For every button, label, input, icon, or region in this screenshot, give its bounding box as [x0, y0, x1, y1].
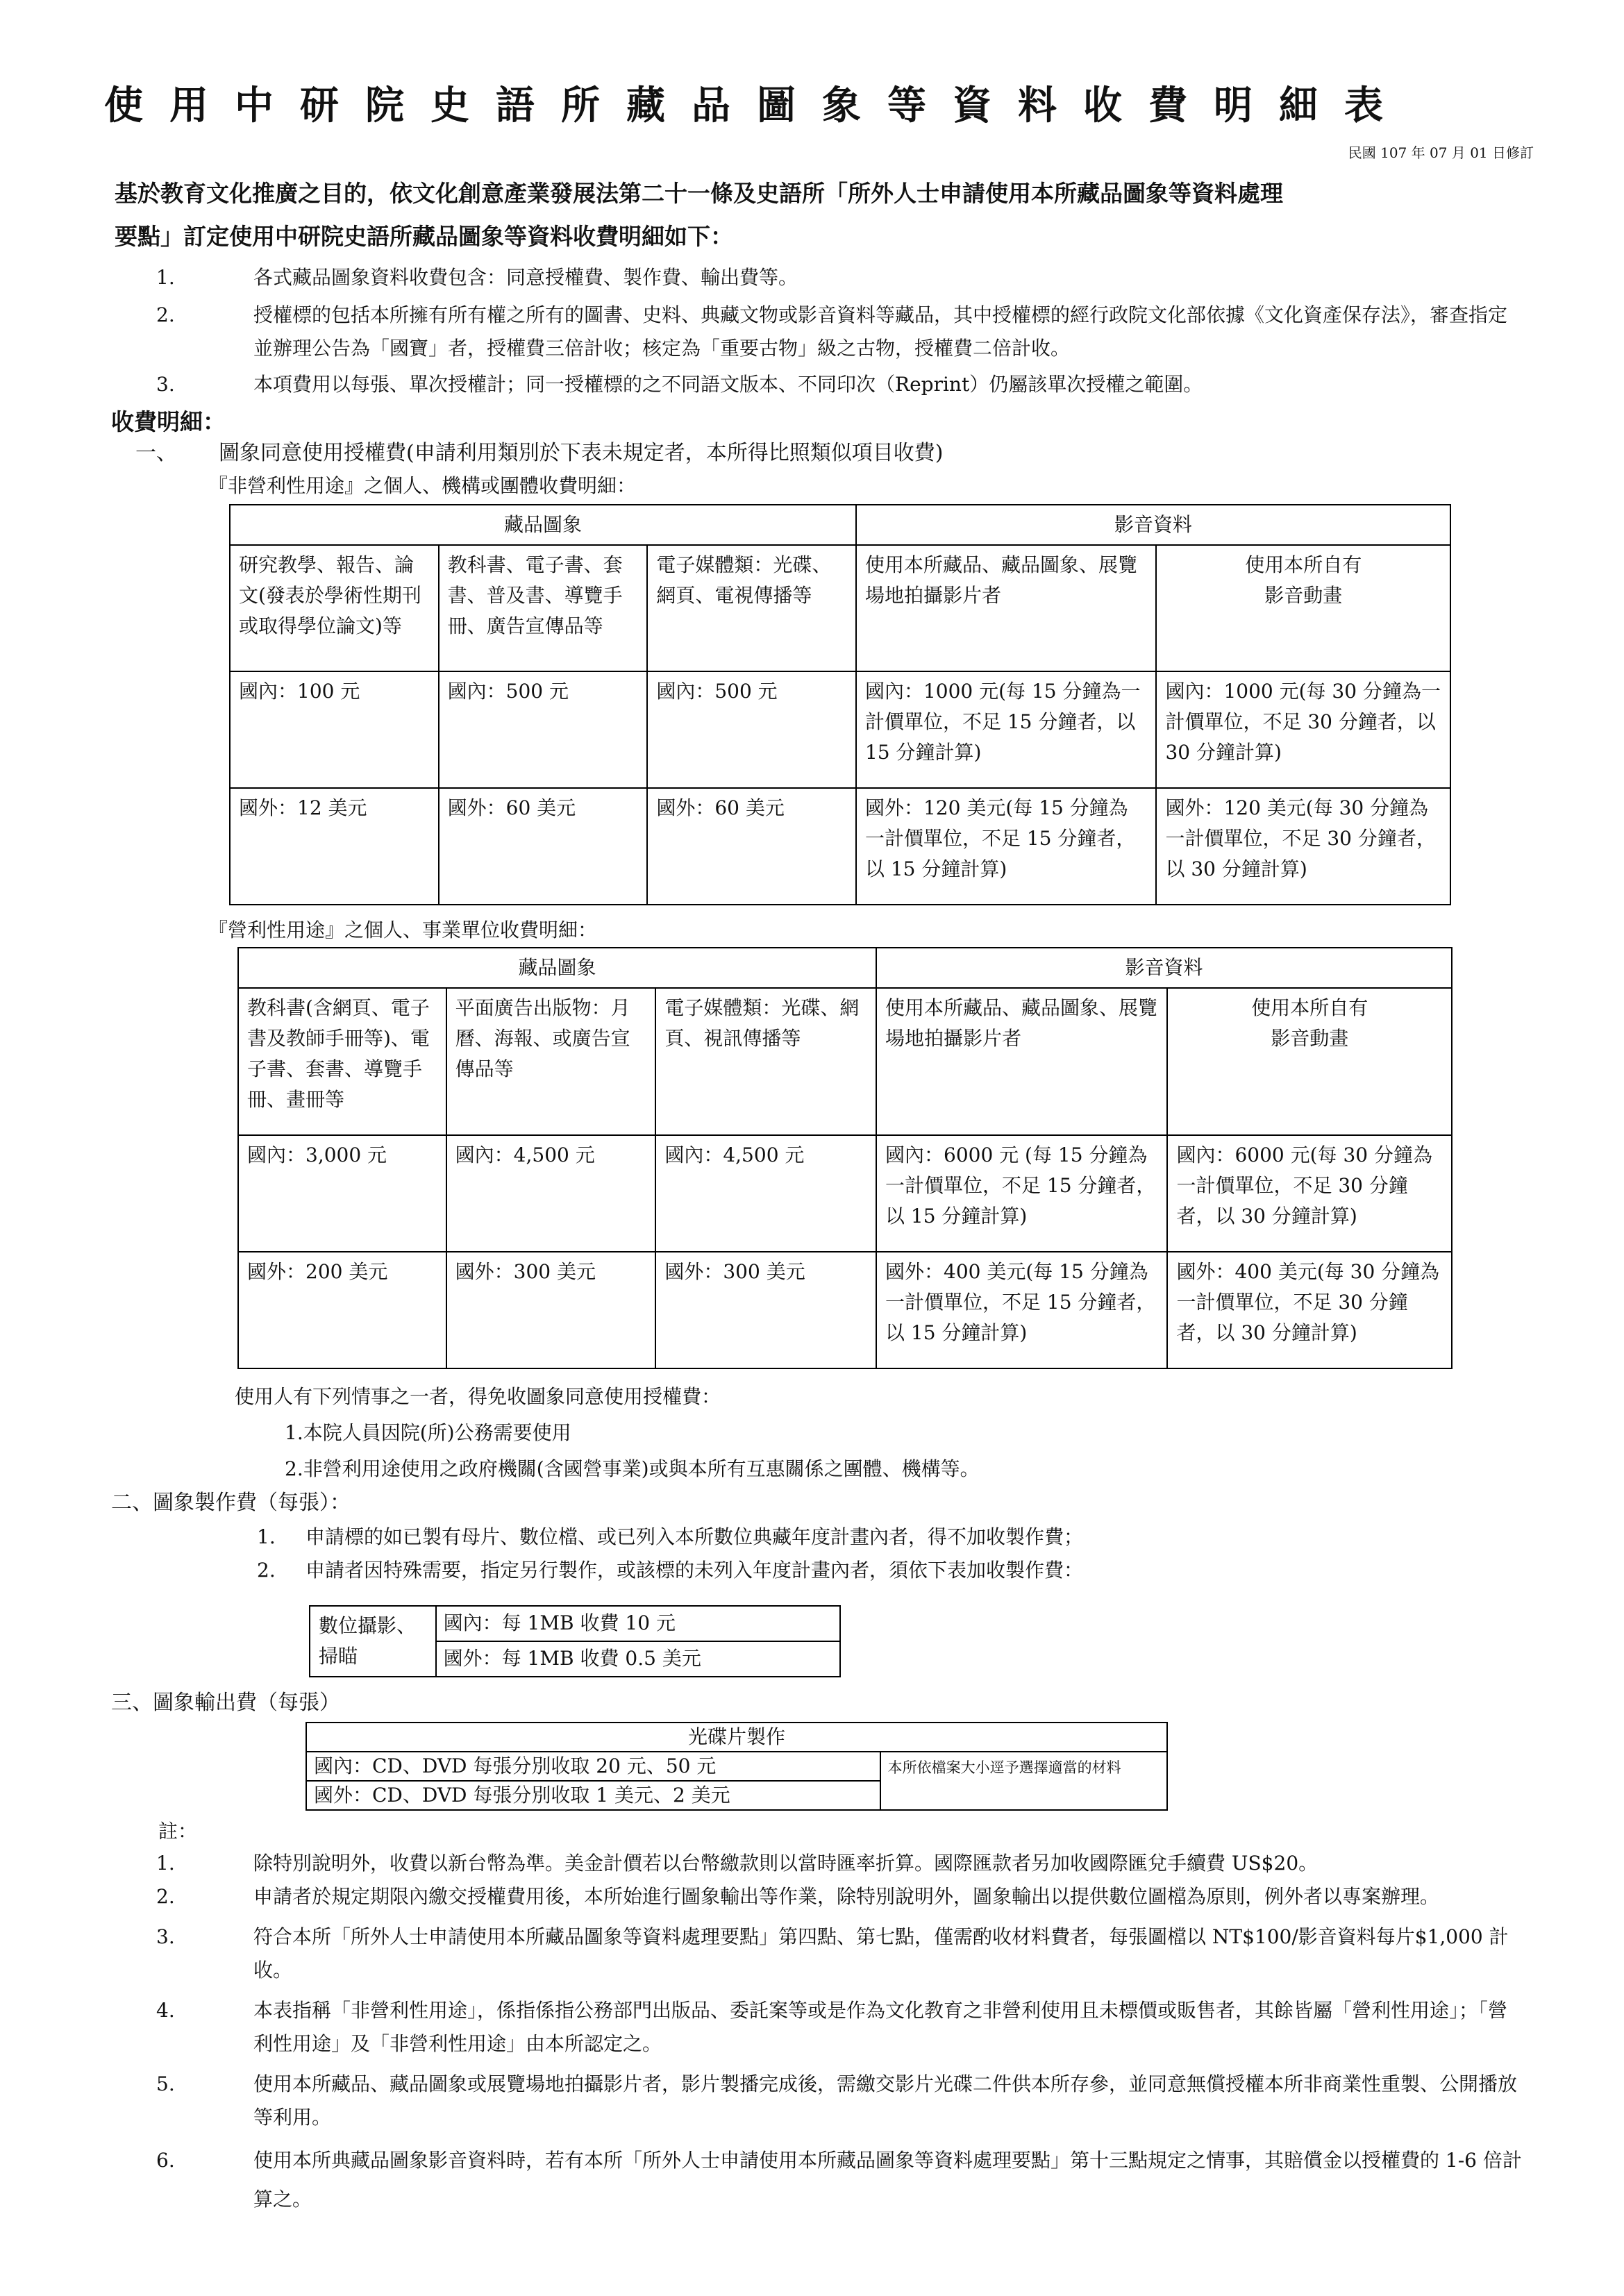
profit-fee-table — [237, 947, 1453, 1369]
domestic-fee-cell: 國內：6000 元(每 30 分鐘為一計價單位，不足 30 分鐘者，以 30 分鐘計算) — [1167, 1135, 1452, 1252]
output-note: 本所依檔案大小逕予選擇適當的材料 — [880, 1752, 1167, 1810]
column-header: 電子媒體類：光碟、網頁、視訊傳播等 — [655, 988, 876, 1135]
exemption-item: 2.非營利用途使用之政府機關(含國營事業)或與本所有互惠關係之團體、機構等。 — [285, 1457, 980, 1480]
note-item: 2. 申請者於規定期限內繳交授權費用後，本所始進行圖象輸出等作業，除特別說明外，圖象輸出以提供數位圖檔為原則，例外者以專案辦理。 — [156, 1885, 1440, 1908]
foreign-fee-cell: 國外：60 美元 — [439, 788, 648, 905]
section3-heading: 三、圖象輸出費（每張） — [111, 1691, 340, 1715]
notes-list — [156, 1847, 1524, 2219]
exemption-item: 1.本院人員因院(所)公務需要使用 — [285, 1421, 571, 1444]
section2-items — [257, 1520, 1521, 1587]
notes-label: 註： — [158, 1820, 198, 1843]
nonprofit-fee-table — [229, 504, 1451, 905]
page-title: 使用中研院史語所藏品圖象等資料收費明細表 — [104, 83, 1409, 128]
nonprofit-caption: 『非營利性用途』之個人、機構或團體收費明細： — [208, 474, 637, 497]
note-item: 3. 符合本所「所外人士申請使用本所藏品圖象等資料處理要點」第四點、第七點，僅需酌收材料費者，每張圖檔以 NT$100/影音資料每片$1,000 計收。 — [156, 1925, 1509, 1981]
profit-caption: 『營利性用途』之個人、事業單位收費明細： — [208, 919, 598, 941]
output-domestic: 國內：CD、DVD 每張分別收取 20 元、50 元 — [306, 1752, 880, 1781]
intro-line-2: 要點」訂定使用中研院史語所藏品圖象等資料收費明細如下： — [115, 223, 733, 250]
section2-item: 1. 申請標的如已製有母片、數位檔、或已列入本所數位典藏年度計畫內者，得不加收製作費； — [257, 1525, 1084, 1548]
column-header: 使用本所自有 影音動畫 — [1167, 988, 1452, 1135]
domestic-fee-cell: 國內：4,500 元 — [446, 1135, 656, 1252]
foreign-fee-cell: 國外：300 美元 — [446, 1252, 656, 1368]
general-item: 3. 本項費用以每張、單次授權計；同一授權標的之不同語文版本、不同印次（Reprint）仍屬該單次授權之範圍。 — [156, 373, 1203, 396]
column-header: 教科書、電子書、套書、普及書、導覽手冊、廣告宣傳品等 — [439, 545, 648, 671]
foreign-fee-cell: 國外：12 美元 — [230, 788, 439, 905]
domestic-fee-cell: 國內：4,500 元 — [655, 1135, 876, 1252]
foreign-fee-cell: 國外：200 美元 — [238, 1252, 446, 1368]
column-header: 教科書(含網頁、電子書及教師手冊等)、電子書、套書、導覽手冊、畫冊等 — [238, 988, 446, 1135]
output-fee-table — [305, 1722, 1168, 1811]
group-header-collection: 藏品圖象 — [230, 505, 856, 545]
production-foreign: 國外：每 1MB 收費 0.5 美元 — [436, 1641, 840, 1677]
foreign-fee-cell: 國外：120 美元(每 15 分鐘為一計價單位，不足 15 分鐘者，以 15 分鐘計算) — [856, 788, 1156, 905]
column-header: 研究教學、報告、論文(發表於學術性期刊或取得學位論文)等 — [230, 545, 439, 671]
production-fee-table — [309, 1605, 841, 1677]
domestic-fee-cell: 國內：1000 元(每 15 分鐘為一計價單位，不足 15 分鐘者，以 15 分鐘計算) — [856, 671, 1156, 788]
group-header-collection: 藏品圖象 — [238, 948, 876, 988]
exemption-intro: 使用人有下列情事之一者，得免收圖象同意使用授權費： — [235, 1385, 721, 1408]
note-item: 4. 本表指稱「非營利性用途」，係指係指公務部門出版品、委託案等或是作為文化教育之非營利使用且未標價或販售者，其餘皆屬「營利性用途」；「營利性用途」及「非營利性用途」由本所認定之。 — [156, 1999, 1508, 2055]
column-header: 電子媒體類：光碟、網頁、電視傳播等 — [647, 545, 856, 671]
foreign-fee-cell: 國外：300 美元 — [655, 1252, 876, 1368]
domestic-fee-cell: 國內：500 元 — [647, 671, 856, 788]
section2-heading: 二、圖象製作費（每張）： — [111, 1491, 351, 1515]
fee-detail-heading: 收費明細： — [111, 408, 226, 435]
intro-paragraph — [115, 172, 1517, 258]
general-item: 2. 授權標的包括本所擁有所有權之所有的圖書、史料、典藏文物或影音資料等藏品，其中授權標的經行政院文化部依據《文化資產保存法》，審查指定並辦理公告為「國寶」者，授權費三倍計收；核定為「重要古物」級之古物，授權費二倍計收。 — [156, 303, 1508, 360]
domestic-fee-cell: 國內：100 元 — [230, 671, 439, 788]
column-header: 平面廣告出版物：月曆、海報、或廣告宣傳品等 — [446, 988, 656, 1135]
domestic-fee-cell: 國內：1000 元(每 30 分鐘為一計價單位，不足 30 分鐘者，以 30 分鐘計算) — [1156, 671, 1450, 788]
note-item: 6. 使用本所典藏品圖象影音資料時，若有本所「所外人士申請使用本所藏品圖象等資料處理要點」第十三點規定之情事，其賠償金以授權費的 1-6 倍計算之。 — [156, 2149, 1522, 2211]
general-items — [156, 261, 1524, 401]
production-label: 數位攝影、掃瞄 — [310, 1606, 436, 1677]
domestic-fee-cell: 國內：6000 元 (每 15 分鐘為一計價單位，不足 15 分鐘者，以 15 分鐘計算) — [876, 1135, 1167, 1252]
domestic-fee-cell: 國內：3,000 元 — [238, 1135, 446, 1252]
foreign-fee-cell: 國外：120 美元(每 30 分鐘為一計價單位，不足 30 分鐘者，以 30 分鐘計算) — [1156, 788, 1450, 905]
production-domestic: 國內：每 1MB 收費 10 元 — [436, 1606, 840, 1641]
foreign-fee-cell: 國外：60 美元 — [647, 788, 856, 905]
section2-item: 2. 申請者因特殊需要，指定另行製作，或該標的未列入年度計畫內者，須依下表加收製作費： — [257, 1559, 1084, 1582]
domestic-fee-cell: 國內：500 元 — [439, 671, 648, 788]
revision-date: 民國 107 年 07 月 01 日修訂 — [1348, 144, 1534, 161]
column-header: 使用本所藏品、藏品圖象、展覽場地拍攝影片者 — [876, 988, 1167, 1135]
intro-line-1: 基於教育文化推廣之目的，依文化創意產業發展法第二十一條及史語所「所外人士申請使用本所藏品圖象等資料處理 — [115, 180, 1283, 207]
group-header-av: 影音資料 — [856, 505, 1450, 545]
output-foreign: 國外：CD、DVD 每張分別收取 1 美元、2 美元 — [306, 1781, 880, 1810]
note-item: 1. 除特別說明外，收費以新台幣為準。美金計價若以台幣繳款則以當時匯率折算。國際匯款者另加收國際匯兌手續費 US$20。 — [156, 1852, 1319, 1875]
column-header: 使用本所藏品、藏品圖象、展覽場地拍攝影片者 — [856, 545, 1156, 671]
note-item: 5. 使用本所藏品、藏品圖象或展覽場地拍攝影片者，影片製播完成後，需繳交影片光碟二件供本所存參，並同意無償授權本所非商業性重製、公開播放等利用。 — [156, 2072, 1518, 2129]
section1-heading: 一、 圖象同意使用授權費(申請利用類別於下表未規定者，本所得比照類似項目收費) — [135, 441, 944, 465]
foreign-fee-cell: 國外：400 美元(每 30 分鐘為一計價單位，不足 30 分鐘者，以 30 分鐘計算) — [1167, 1252, 1452, 1368]
column-header: 使用本所自有 影音動畫 — [1156, 545, 1450, 671]
group-header-av: 影音資料 — [876, 948, 1452, 988]
output-header: 光碟片製作 — [306, 1723, 1167, 1752]
foreign-fee-cell: 國外：400 美元(每 15 分鐘為一計價單位，不足 15 分鐘者，以 15 分鐘計算) — [876, 1252, 1167, 1368]
general-item: 1. 各式藏品圖象資料收費包含：同意授權費、製作費、輸出費等。 — [156, 266, 798, 289]
